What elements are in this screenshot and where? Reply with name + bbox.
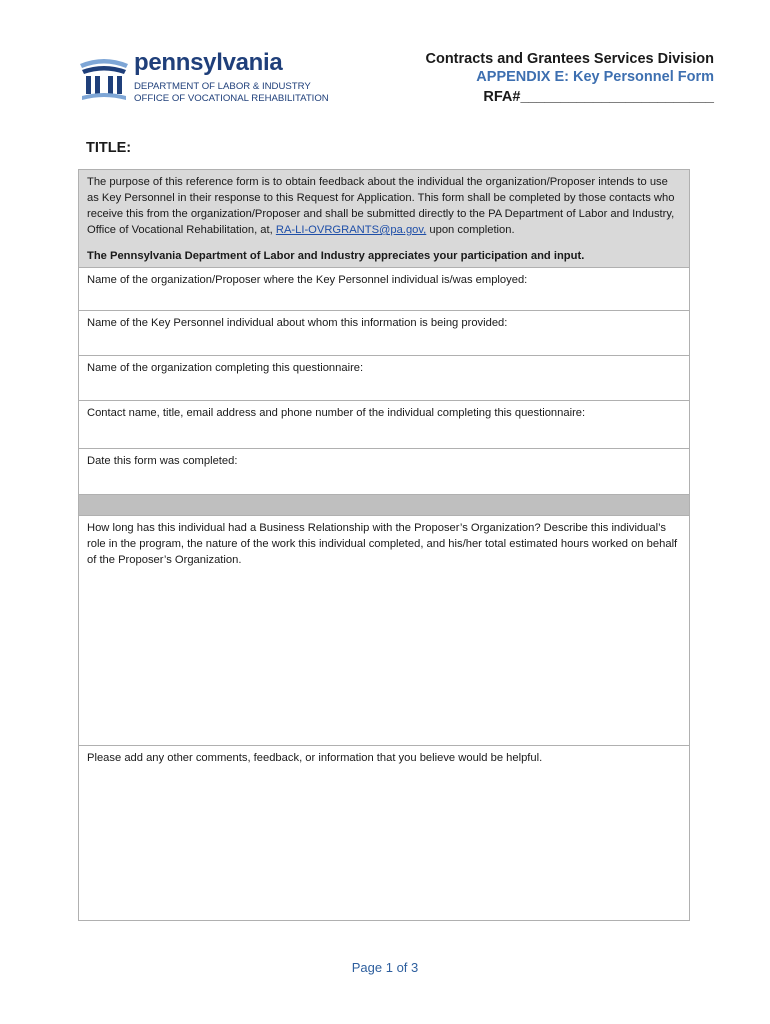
field-completing-organization[interactable]: [79, 356, 689, 401]
field-contact-info[interactable]: [79, 401, 689, 449]
field-employer-organization[interactable]: [79, 268, 689, 311]
section-divider: [79, 495, 689, 516]
logo-office: OFFICE OF VOCATIONAL REHABILITATION: [134, 93, 329, 104]
field-label: Name of the Key Personnel individual about whom this information is being provided:: [87, 317, 508, 329]
title-label: TITLE:: [86, 140, 132, 156]
page-number: Page 1 of 3: [351, 960, 419, 975]
appreciation-note: The Pennsylvania Department of Labor and Industry appreciates your participation and input.: [87, 250, 585, 262]
field-label: Name of the organization/Proposer where the Key Personnel individual is/was employed:: [87, 274, 528, 286]
field-key-personnel-name[interactable]: [79, 311, 689, 356]
reference-form: [78, 169, 690, 921]
division-title: Contracts and Grantees Services Division: [425, 51, 714, 67]
appendix-title: APPENDIX E: Key Personnel Form: [476, 69, 714, 85]
field-additional-comments[interactable]: [79, 746, 689, 920]
form-intro: [79, 170, 689, 268]
field-label: Name of the organization completing this questionnaire:: [87, 362, 364, 374]
submission-email-link[interactable]: RA-LI-OVRGRANTS@pa.gov,: [275, 224, 427, 236]
intro-paragraph: [87, 174, 681, 238]
field-business-relationship[interactable]: [79, 516, 689, 746]
keystone-capitol-icon: [78, 54, 130, 102]
field-label: Date this form was completed:: [87, 455, 238, 467]
field-label: Contact name, title, email address and phone number of the individual completing this questionnaire:: [87, 407, 586, 419]
intro-text-end: upon completion.: [426, 224, 515, 236]
logo-department: DEPARTMENT OF LABOR & INDUSTRY: [134, 81, 311, 92]
intro-text: The purpose of this reference form is to obtain feedback about the individual the organization/Proposer intends to use as Key Personnel in their response to this Request for Application. This form shall be completed by those contacts who receive this from the organization/Proposer and shall be submitted directly to the PA Department of Labor and Industry, Office of Vocational Rehabilitation, at,: [87, 176, 675, 236]
pa-logo: [78, 49, 338, 108]
rfa-number: RFA#________________________: [483, 89, 714, 105]
document-header: [426, 50, 715, 108]
logo-wordmark: pennsylvania: [134, 49, 283, 76]
field-label: How long has this individual had a Business Relationship with the Proposer’s Organization? Describe this individual’s role in the program, the nature of the work this individual completed, and his/her total estimated hours worked on behalf of the Proposer’s Organization.: [87, 522, 678, 566]
field-label: Please add any other comments, feedback, or information that you believe would be helpful.: [87, 752, 543, 764]
field-date-completed[interactable]: [79, 449, 689, 495]
